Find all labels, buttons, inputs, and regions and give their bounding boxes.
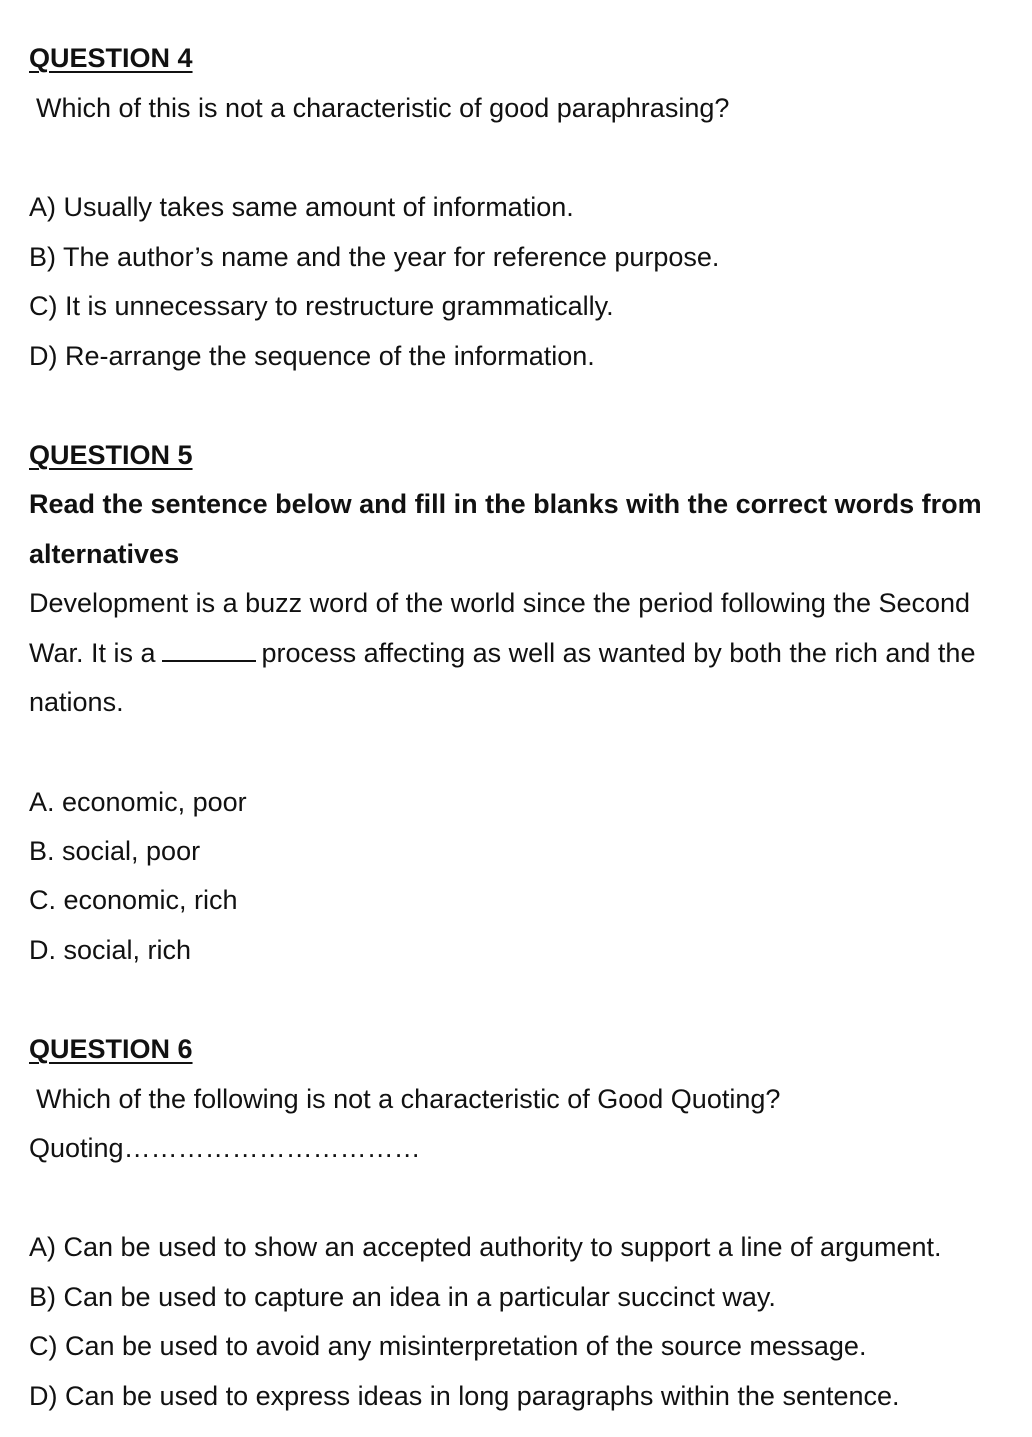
question-6-prompt: Which of the following is not a characteristic of Good Quoting? <box>36 1084 781 1114</box>
passage-text-after-blank: process affecting as well as wanted by both the rich and the <box>261 638 976 668</box>
question-5-passage-line-1: Development is a buzz word of the world since the period following the Second <box>29 588 971 618</box>
question-6-option-b: B) Can be used to capture an idea in a particular succinct way. <box>29 1282 776 1312</box>
question-5-option-a: A. economic, poor <box>29 787 247 817</box>
question-4-option-a: A) Usually takes same amount of information. <box>29 192 574 222</box>
question-4-prompt: Which of this is not a characteristic of good paraphrasing? <box>36 93 730 123</box>
question-4-heading: QUESTION 4 <box>29 43 193 73</box>
question-4-option-b: B) The author’s name and the year for reference purpose. <box>29 242 720 272</box>
question-6-option-c: C) Can be used to avoid any misinterpretation of the source message. <box>29 1331 867 1361</box>
question-5-instruction-line-2: alternatives <box>29 539 180 569</box>
question-6-stem: Quoting…………………………… <box>29 1133 421 1163</box>
question-6-option-d: D) Can be used to express ideas in long paragraphs within the sentence. <box>29 1381 900 1411</box>
question-4-option-d: D) Re-arrange the sequence of the information. <box>29 341 595 371</box>
question-5-passage-line-3: nations. <box>29 687 124 717</box>
question-6-heading: QUESTION 6 <box>29 1034 193 1064</box>
question-6-option-a: A) Can be used to show an accepted authority to support a line of argument. <box>29 1232 942 1262</box>
question-5-option-c: C. economic, rich <box>29 885 238 915</box>
question-5-heading: QUESTION 5 <box>29 440 193 470</box>
question-4-option-c: C) It is unnecessary to restructure grammatically. <box>29 291 614 321</box>
question-5-option-b: B. social, poor <box>29 836 201 866</box>
fill-in-blank <box>162 638 256 662</box>
passage-text-before-blank: War. It is a <box>29 638 156 668</box>
question-5-passage-line-2 <box>29 637 975 669</box>
question-5-option-d: D. social, rich <box>29 935 192 965</box>
question-5-instruction-line-1: Read the sentence below and fill in the blanks with the correct words from <box>29 489 982 519</box>
